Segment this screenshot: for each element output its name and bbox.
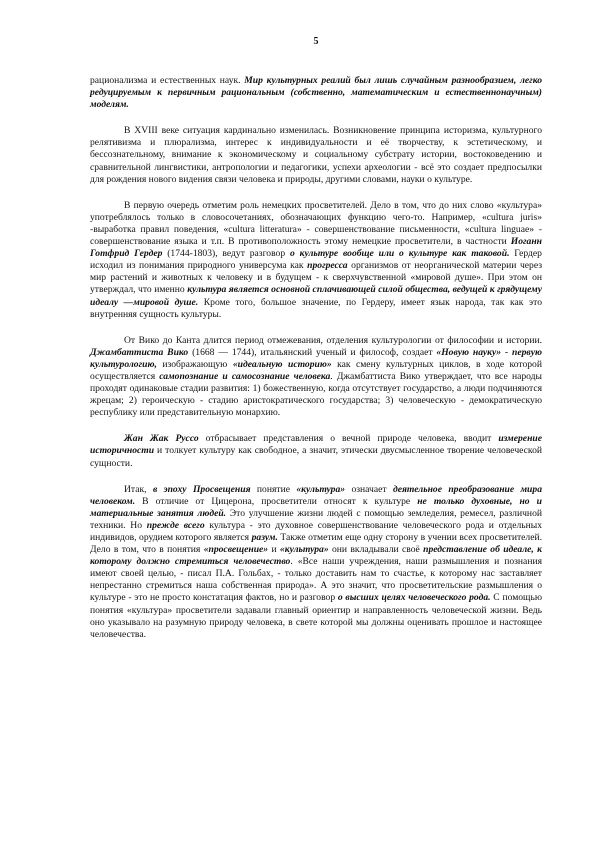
text-run: понятие — [250, 483, 297, 495]
text-run: . «Все наши учреждения, наши размышления и познания имеют своей целью, - писал П.А. Гольбах, - только доставить нам то счастье, к которому нас заставляет непрестанно стремиться наша собственная природа». А это значит, что просветительские размышления о культуре - это не просто констатация фактов, но и разговор — [90, 556, 543, 604]
page-number: 5 — [313, 36, 319, 47]
emphasized-text: о культуре вообще или о культуре как таковой. — [289, 248, 510, 260]
paragraph — [90, 200, 542, 321]
text-run: (1668 — 1744), итальянский ученый и философ, создает — [188, 346, 437, 358]
emphasized-text: разум. — [251, 532, 278, 543]
emphasized-text: культура является основной сплачивающей силой общества, ведущей к грядущему идеалу —мировой душе. — [90, 284, 542, 308]
emphasized-text: в эпоху Просвещения — [152, 483, 251, 495]
text-run: В первую очередь отметим роль немецких просветителей. Дело в том, что до них слово «культура» употреблялось только в словосочетаниях, обозначающих функцию чего-то. Например, «cultura juris» -выработка правил поведения, «cultura litteratura» - совершенствование письменности, «cultura linguae» - совершенствование языка и т.п. В противоположность этому немецкие просветители, в частности — [90, 199, 542, 248]
document-body — [90, 75, 542, 641]
text-run: В отличие от Цицерона, просветители относят к культуре — [135, 495, 418, 507]
text-run: организмов от неорганической материи через мир растений и животных к человеку и в будущем - к сверхчувственной «мировой душе». При этом он утверждал, что именно — [90, 260, 543, 296]
text-run: (1744-1803), ведут разговор — [162, 248, 290, 260]
emphasized-text: Иоганн Готфрид Гердер — [90, 236, 542, 260]
paragraph — [90, 433, 542, 469]
text-run: рационализма и естественных наук. — [90, 75, 245, 86]
emphasized-text: представление об идеале, к которому должно стремиться человечество — [90, 544, 543, 568]
emphasized-text: измерение историчности — [90, 433, 542, 457]
text-run: Это улучшение жизни людей с помощью земледелия, ремесел, различной техники. Но — [90, 507, 542, 531]
text-run: Кроме того, большое значение, по Гердеру, имеет язык народа, так как это внутренняя сущность культуры. — [90, 296, 542, 320]
text-run: и — [268, 544, 280, 556]
text-run: культура - это духовное совершенствование человеческого рода и отдельных индивидов, орудием которого является — [90, 519, 543, 543]
text-run: и толкует культуру как свободное, а значит, этически двусмысленное творение человеческой сущности. — [90, 445, 542, 469]
text-run: отбрасывает представления о вечной природе человека, вводит — [198, 433, 499, 445]
emphasized-text: Джамбаттиста Вико — [90, 346, 189, 358]
emphasized-text: «просвещение» — [203, 544, 269, 556]
text-run: . Джамбаттиста Вико утверждает, что все народы проходят одинаковые стадии развития: 1) божественную, когда отсутствует государство, а люди подчиняются жрецам; 2) героическую - стадию аристократического государства; 3) человеческую - демократическую республику или представительную монархию. — [90, 370, 542, 419]
emphasized-text: «культура» — [296, 483, 346, 495]
emphasized-text: прежде всего — [146, 519, 205, 531]
text-run: изображающую — [156, 358, 233, 370]
emphasized-text: не только духовные, но и материальные занятия людей. — [90, 495, 542, 519]
text-run: они вкладывали своё — [328, 544, 424, 556]
paragraph — [90, 335, 542, 420]
emphasized-text: Мир культурных реалий был лишь случайным разнообразием, легко редуцируемым к первичным рациональным (собственно, математическим и естественнонаучным) моделям. — [90, 75, 542, 111]
emphasized-text: самопознание и самосознание человека — [159, 370, 331, 382]
text-run: От Вико до Канта длится период отмежевания, отделения культурологии от философии и истории. — [124, 334, 542, 346]
text-run: Также отметим еще одну сторону в учении всех просветителей. Дело в том, что в понятия — [90, 532, 542, 556]
emphasized-text: «идеальную историю» — [232, 358, 332, 370]
emphasized-text: деятельное преобразование мира человеком. — [90, 483, 542, 507]
text-run: В XVIII веке ситуация кардинально изменилась. Возникновение принципа историзма, культурного релятивизма и плюрализма, интерес к индивидуальности и её творчеству, к эстетическому, и бессознательному, внимание к экономическому и социальному субстрату истории, востоковедению и сравнительной лингвистики, антропологии и педагогики, успехи археологии - всё это создает предпосылки для рождения нового видения связи человека и природы, другими словами, науки о культуре. — [90, 125, 542, 185]
paragraph — [90, 75, 542, 111]
text-run: как смену культурных циклов, в ходе которой осуществляется — [90, 358, 542, 382]
text-run: Итак, — [124, 483, 153, 495]
emphasized-text: прогресса — [307, 260, 348, 272]
text-run: означает — [345, 483, 393, 495]
emphasized-text: о высших целях человеческого рода. — [337, 592, 491, 604]
emphasized-text: Жан Жак Руссо — [124, 433, 199, 445]
text-run: С помощью понятия «культура» просветители задавали главный ориентир и направленность человеческой жизни. Ведь оно указывало на разумную природу человека, в свете которой мы должны оценивать прошлое и настоящее человечества. — [90, 592, 542, 640]
emphasized-text: «Новую науку» - первую культурологию, — [90, 346, 542, 370]
paragraph — [90, 125, 542, 185]
emphasized-text: «культура» — [279, 544, 329, 556]
paragraph — [90, 484, 542, 641]
text-run: Гердер исходил из понимания природного универсума как — [90, 248, 542, 272]
